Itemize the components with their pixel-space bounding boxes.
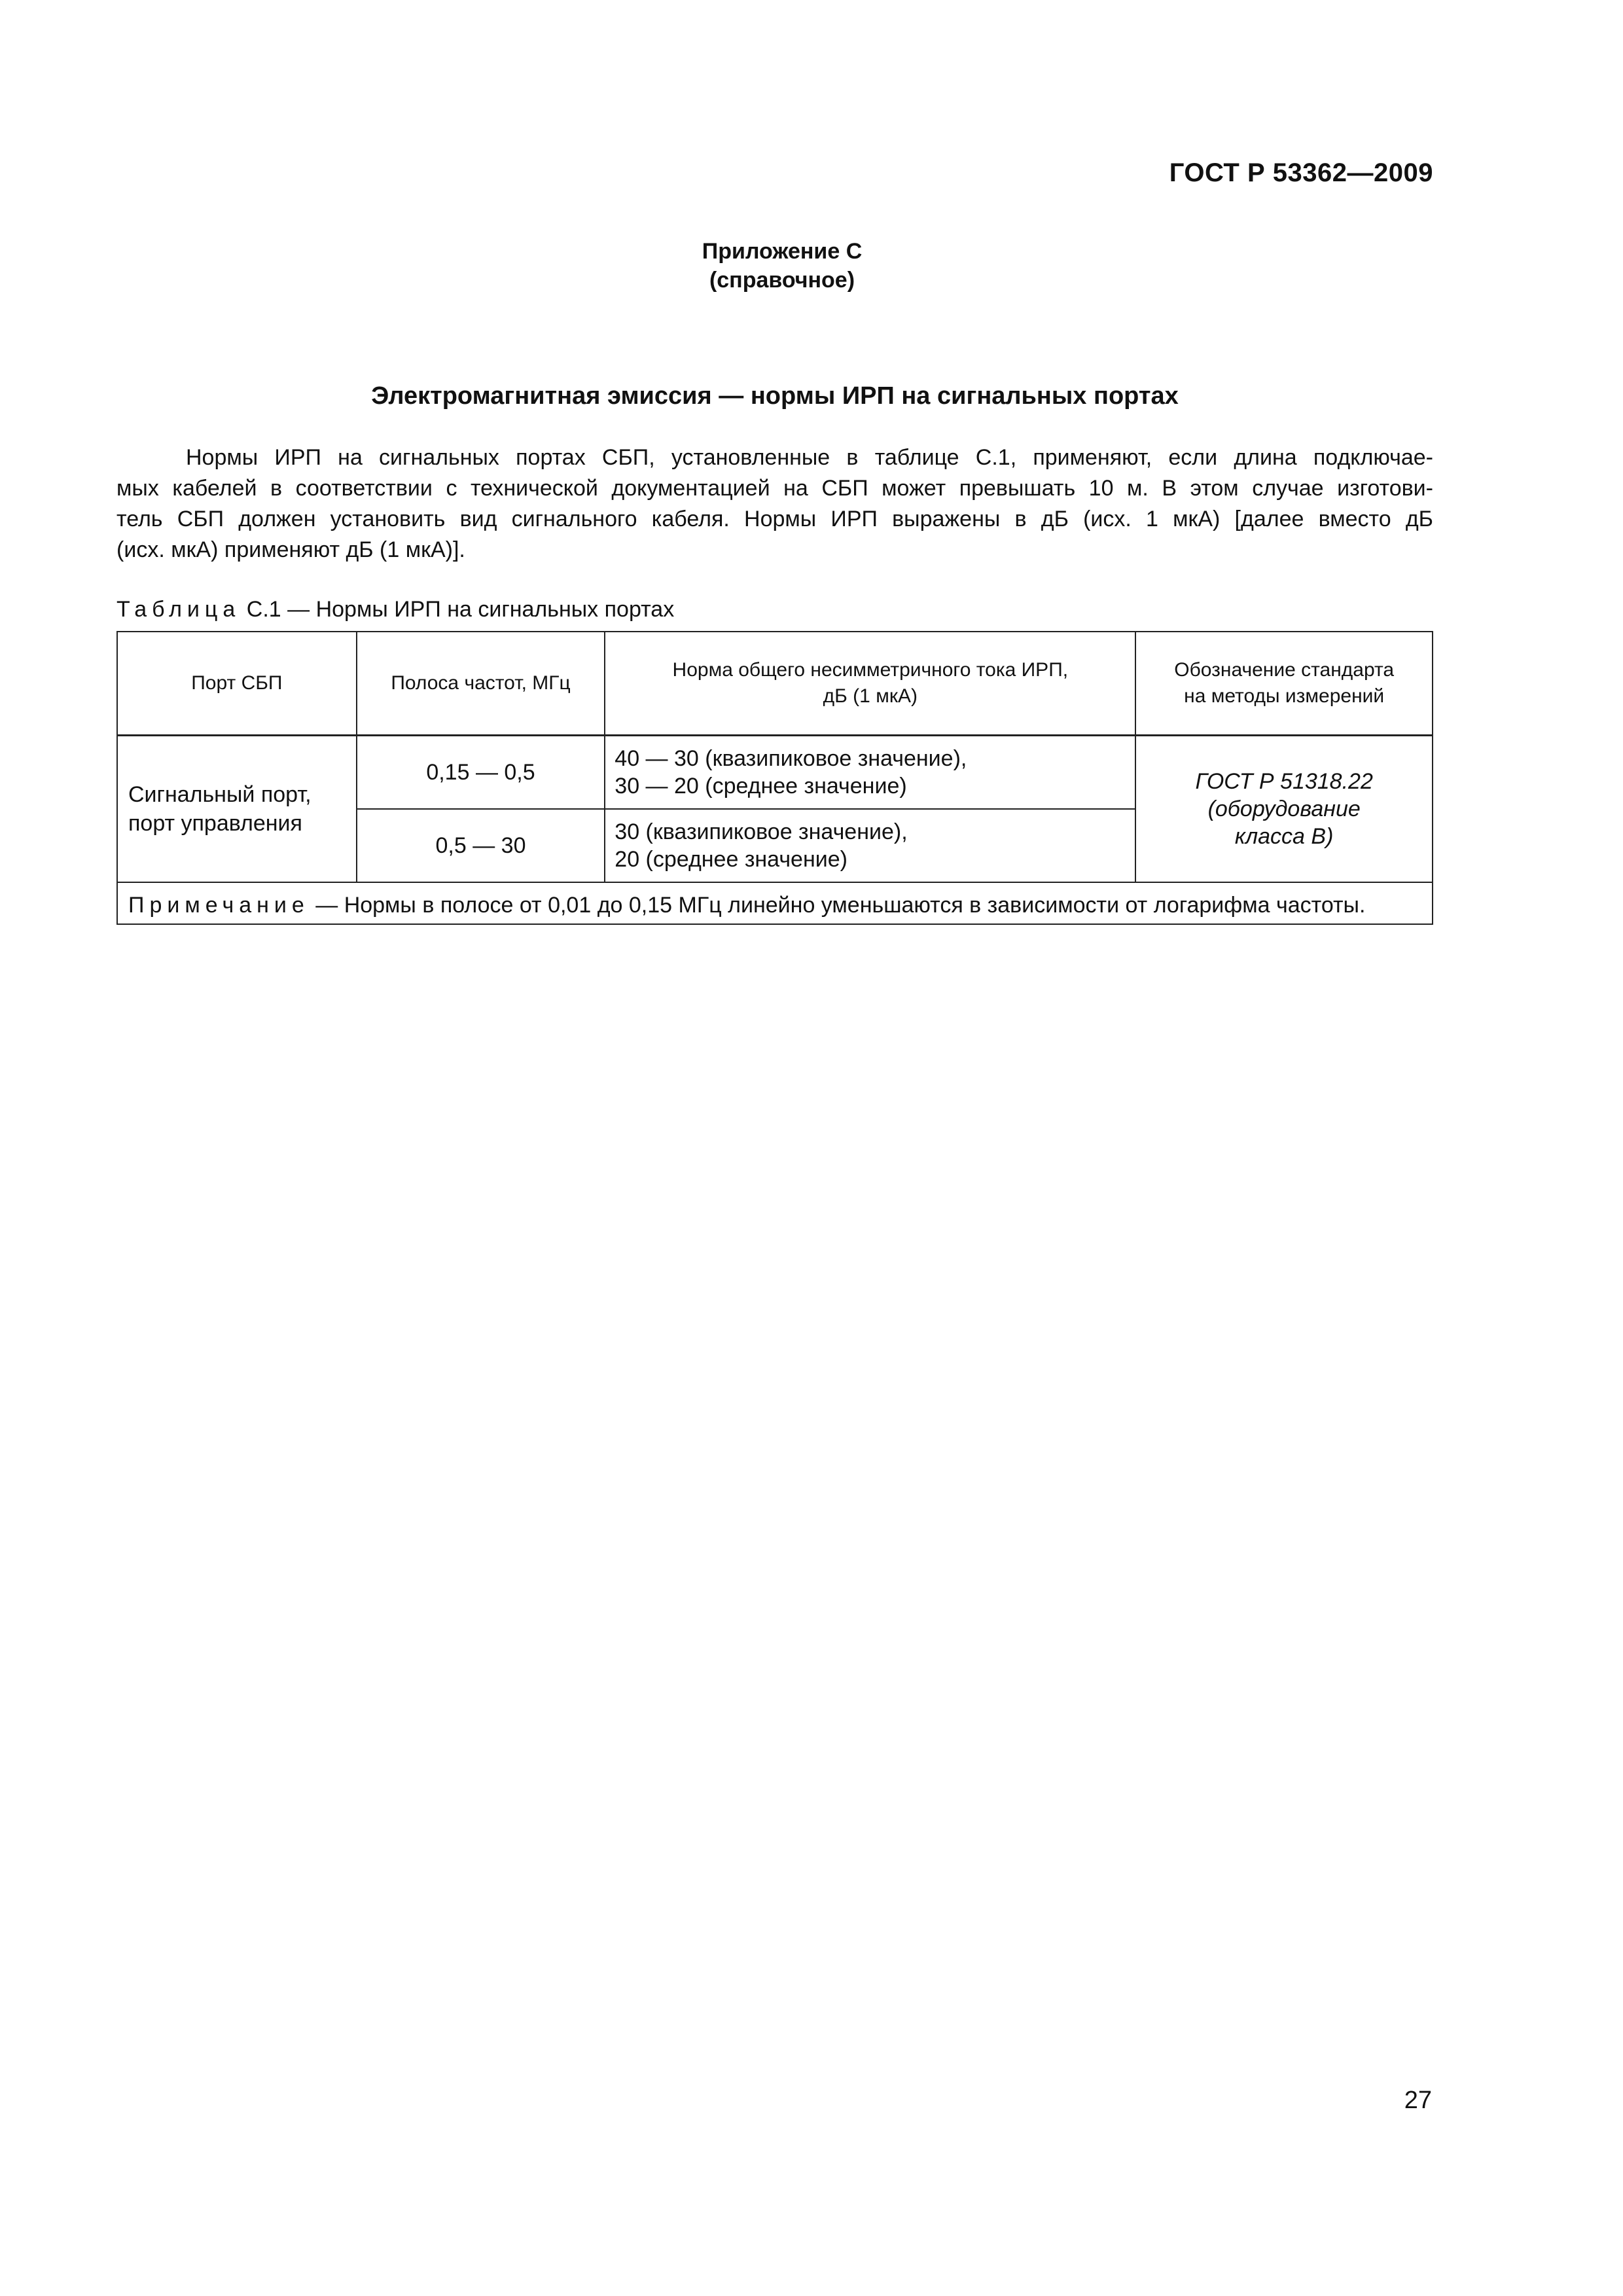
document-code: ГОСТ Р 53362—2009 [1169, 158, 1433, 187]
standard-line: ГОСТ Р 51318.22 [1195, 769, 1373, 794]
norm-line: 20 (среднее значение) [615, 847, 847, 872]
body-paragraph [116, 442, 1433, 565]
table-caption-text: С.1 — Нормы ИРП на сигнальных портах [246, 597, 675, 622]
header-standard [1135, 632, 1433, 736]
table-caption-label: Таблица [116, 597, 241, 622]
header-standard-line: на методы измерений [1184, 685, 1385, 707]
header-norm-line: Норма общего несимметричного тока ИРП, [672, 659, 1069, 681]
header-band-text: Полоса частот, МГц [391, 672, 571, 694]
table-header-row [117, 632, 1433, 736]
header-standard-line: Обозначение стандарта [1174, 659, 1395, 681]
header-port-text: Порт СБП [191, 672, 283, 694]
section-heading: Электромагнитная эмиссия — нормы ИРП на сигнальных портах [371, 382, 1179, 410]
norm-line: 30 — 20 (среднее значение) [615, 774, 907, 798]
port-cell [117, 736, 357, 883]
norm-cell [605, 736, 1135, 810]
norm-line: 30 (квазипиковое значение), [615, 819, 908, 844]
table-caption [116, 597, 674, 622]
paragraph-line: (исх. мкА) применяют дБ (1 мкА)]. [116, 537, 465, 562]
port-line: порт управления [128, 811, 302, 836]
norm-cell [605, 809, 1135, 882]
page-number: 27 [1404, 2087, 1432, 2114]
note-text: — Нормы в полосе от 0,01 до 0,15 МГц линейно уменьшаются в зависимости от логарифма частоты. [309, 893, 1366, 918]
appendix-title: Приложение С [702, 239, 863, 264]
note-label: Примечание [128, 893, 310, 918]
header-norm-line: дБ (1 мкА) [823, 685, 918, 707]
header-norm [605, 632, 1135, 736]
header-port [117, 632, 357, 736]
norms-table [116, 631, 1433, 925]
paragraph-line: Нормы ИРП на сигнальных портах СБП, установленные в таблице С.1, применяют, если длина подключае- [186, 445, 1433, 470]
band-cell: 0,15 — 0,5 [357, 736, 605, 810]
band-cell: 0,5 — 30 [357, 809, 605, 882]
table-row [117, 736, 1433, 810]
paragraph-line: мых кабелей в соответствии с технической документацией на СБП может превышать 10 м. В этом случае изготови- [116, 476, 1433, 501]
header-band [357, 632, 605, 736]
port-line: Сигнальный порт, [128, 782, 312, 807]
standard-cell [1135, 736, 1433, 883]
standard-line: (оборудование [1207, 797, 1361, 821]
table-note [117, 882, 1433, 924]
norm-line: 40 — 30 (квазипиковое значение), [615, 746, 967, 771]
appendix-type: (справочное) [709, 268, 855, 293]
standard-line: класса В) [1234, 824, 1334, 849]
paragraph-line: тель СБП должен установить вид сигнального кабеля. Нормы ИРП выражены в дБ (исх. 1 мкА) [далее вместо дБ [116, 507, 1433, 531]
table-note-row [117, 882, 1433, 924]
